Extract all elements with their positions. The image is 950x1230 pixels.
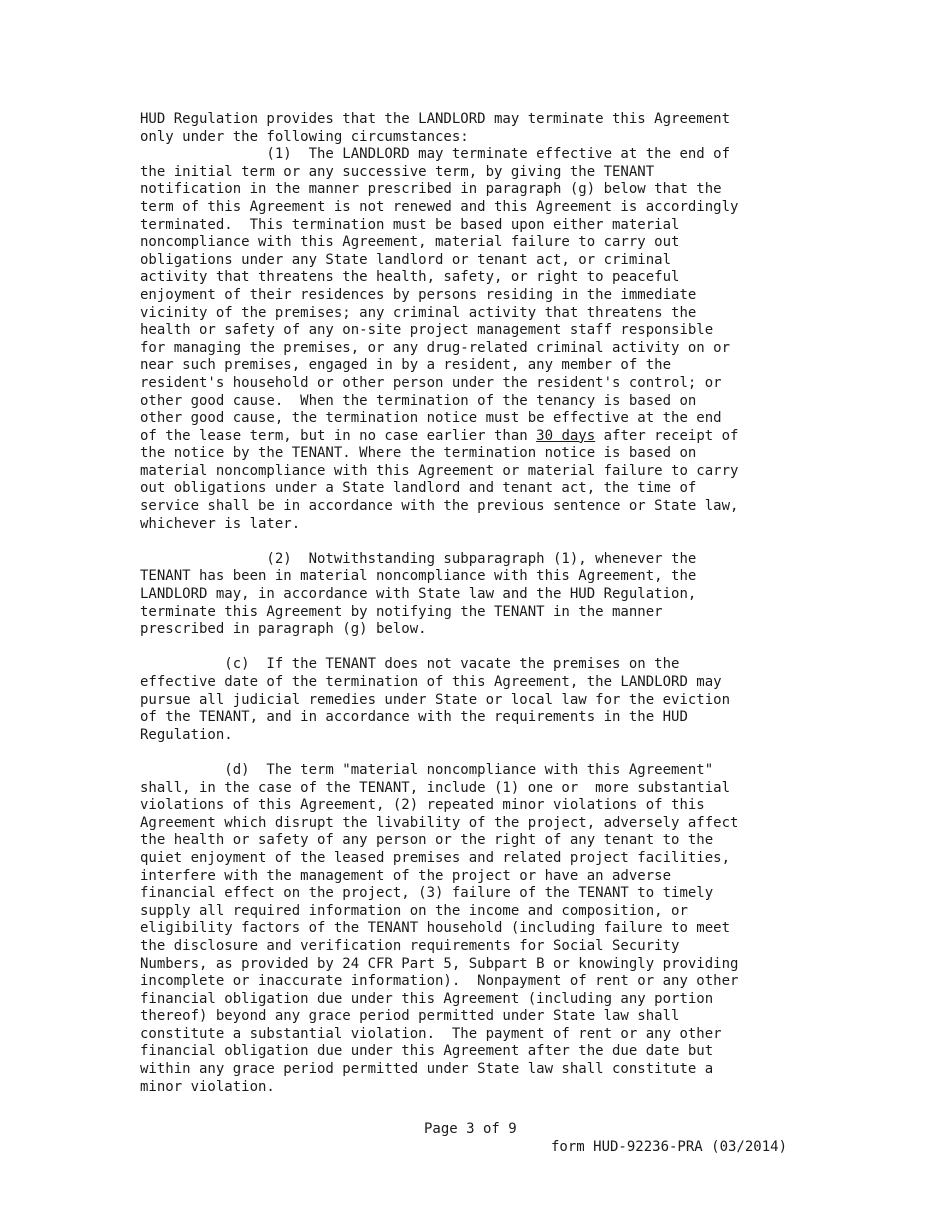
text-line [140, 428, 820, 446]
text-line: term of this Agreement is not renewed and this Agreement is accordingly [140, 198, 739, 215]
text-line: thereof) beyond any grace period permitted under State law shall [140, 1008, 680, 1025]
text-line: Agreement which disrupt the livability of the project, adversely affect [140, 814, 739, 831]
page-number: Page 3 of 9 [424, 1121, 517, 1137]
text-line: effective date of the termination of this Agreement, the LANDLORD may [140, 674, 722, 690]
text-line: minor violation. [140, 1078, 275, 1095]
intro-paragraph [140, 111, 820, 146]
text-line: the disclosure and verification requirements for Social Security [140, 937, 680, 954]
text-line: (1) The LANDLORD may terminate effective at the end of [140, 146, 731, 163]
text-line: noncompliance with this Agreement, material failure to carry out [140, 234, 680, 251]
text-line: financial obligation due under this Agreement (including any portion [140, 990, 714, 1007]
text-line: health or safety of any on-site project management staff responsible [140, 322, 714, 339]
paragraph-d [140, 762, 820, 1096]
text-fragment: after receipt of [595, 427, 739, 444]
text-line: (d) The term "material noncompliance with this Agreement" [140, 761, 714, 778]
text-line: incomplete or inaccurate information). Nonpayment of rent or any other [140, 973, 739, 990]
text-line: constitute a substantial violation. The payment of rent or any other [140, 1025, 722, 1042]
text-line: LANDLORD may, in accordance with State law and the HUD Regulation, [140, 586, 697, 603]
text-line: activity that threatens the health, safety, or right to peaceful [140, 269, 680, 286]
text-line: supply all required information on the income and composition, or [140, 902, 688, 919]
text-line: pursue all judicial remedies under State or local law for the eviction [140, 691, 731, 708]
text-line: (c) If the TENANT does not vacate the premises on the [140, 656, 680, 673]
text-line: the notice by the TENANT. Where the termination notice is based on [140, 445, 697, 462]
text-line: Numbers, as provided by 24 CFR Part 5, Subpart B or knowingly providing [140, 955, 739, 972]
paragraph-spacer [140, 639, 820, 657]
text-line: interfere with the management of the project or have an adverse [140, 867, 672, 884]
form-identifier: form HUD-92236-PRA (03/2014) [551, 1139, 788, 1155]
text-fragment: of the lease term, but in no case earlier than [140, 427, 537, 444]
paragraph-1 [140, 146, 820, 533]
text-line: whichever is later. [140, 515, 301, 532]
text-line: service shall be in accordance with the previous sentence or State law, [140, 498, 739, 515]
text-line: financial effect on the project, (3) failure of the TENANT to timely [140, 885, 714, 902]
text-line: out obligations under a State landlord and tenant act, the time of [140, 480, 697, 497]
text-line: terminate this Agreement by notifying the TENANT in the manner [140, 603, 663, 620]
text-line: violations of this Agreement, (2) repeated minor violations of this [140, 797, 705, 814]
text-line: material noncompliance with this Agreement or material failure to carry [140, 462, 739, 479]
text-line: only under the following circumstances: [140, 128, 469, 145]
text-line: enjoyment of their residences by persons residing in the immediate [140, 286, 697, 303]
text-line: near such premises, engaged in by a resident, any member of the [140, 357, 672, 374]
paragraph-c [140, 656, 820, 744]
paragraph-spacer [140, 533, 820, 551]
text-line: other good cause, the termination notice must be effective at the end [140, 410, 722, 427]
text-line: other good cause. When the termination of the tenancy is based on [140, 392, 697, 409]
text-line: within any grace period permitted under State law shall constitute a [140, 1061, 714, 1078]
text-line: financial obligation due under this Agreement after the due date but [140, 1043, 714, 1060]
text-line: for managing the premises, or any drug-related criminal activity on or [140, 339, 731, 356]
paragraph-spacer [140, 744, 820, 762]
text-line: eligibility factors of the TENANT household (including failure to meet [140, 920, 731, 937]
text-line: terminated. This termination must be based upon either material [140, 216, 680, 233]
text-line: the initial term or any successive term, by giving the TENANT [140, 163, 655, 180]
text-line: the health or safety of any person or the right of any tenant to the [140, 832, 714, 849]
paragraph-2 [140, 551, 820, 639]
text-line: notification in the manner prescribed in paragraph (g) below that the [140, 181, 722, 198]
text-line: TENANT has been in material noncompliance with this Agreement, the [140, 568, 697, 585]
text-line: vicinity of the premises; any criminal activity that threatens the [140, 304, 697, 321]
text-line: Regulation. [140, 726, 233, 743]
text-line: of the TENANT, and in accordance with the requirements in the HUD [140, 709, 688, 726]
text-line: resident's household or other person under the resident's control; or [140, 374, 722, 391]
text-line: obligations under any State landlord or tenant act, or criminal [140, 251, 672, 268]
text-line: quiet enjoyment of the leased premises and related project facilities, [140, 849, 731, 866]
text-line: shall, in the case of the TENANT, include (1) one or more substantial [140, 779, 731, 796]
text-line: prescribed in paragraph (g) below. [140, 621, 427, 638]
document-body [140, 111, 820, 1096]
notice-period: 30 days [536, 427, 596, 444]
text-line: HUD Regulation provides that the LANDLORD may terminate this Agreement [140, 111, 731, 127]
text-line: (2) Notwithstanding subparagraph (1), whenever the [140, 550, 697, 567]
